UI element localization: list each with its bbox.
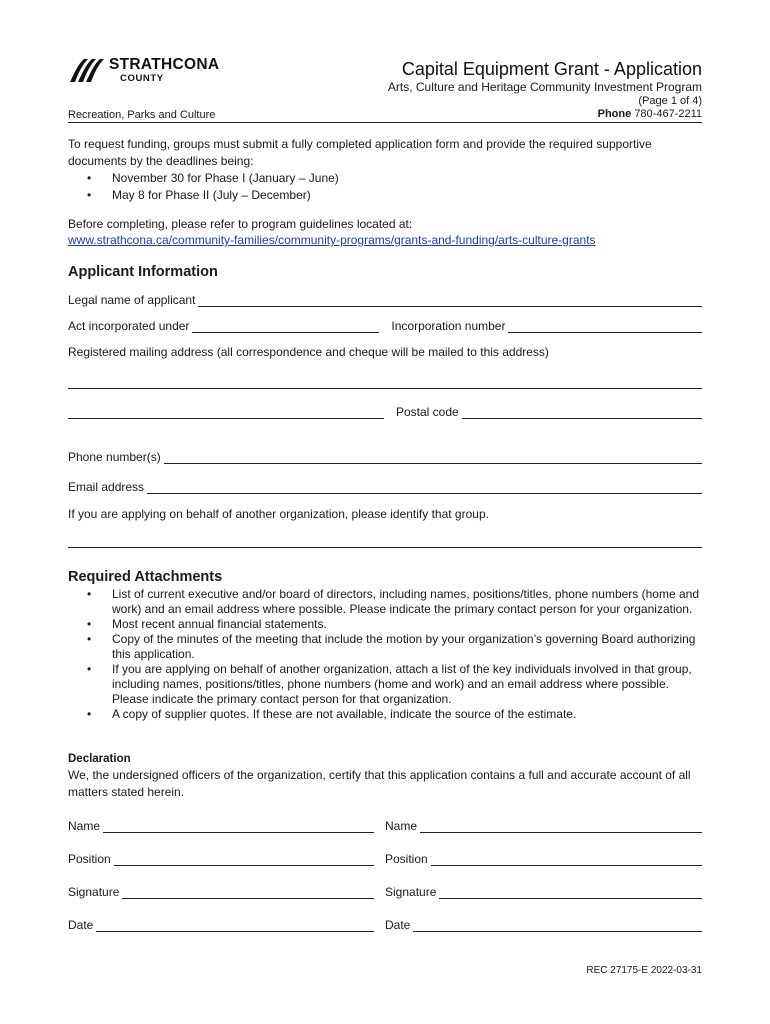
signature-label: Signature	[68, 885, 120, 899]
signature-field-left[interactable]	[122, 886, 374, 899]
date-field-right[interactable]	[413, 919, 702, 932]
phone-number: 780-467-2211	[634, 108, 702, 120]
inc-number-label: Incorporation number	[391, 319, 506, 333]
position-label: Position	[68, 852, 111, 866]
header-divider	[68, 122, 702, 123]
deadline-item: • November 30 for Phase I (January – June)	[68, 170, 702, 187]
behalf-field[interactable]	[68, 547, 702, 548]
attachments-list	[68, 587, 702, 722]
attachment-item: • A copy of supplier quotes. If these are not available, indicate the source of the estimate.	[68, 707, 702, 722]
name-row-left	[68, 815, 374, 833]
date-label: Date	[385, 918, 411, 932]
date-row-left	[68, 914, 374, 932]
deadline-item: • May 8 for Phase II (July – December)	[68, 187, 702, 204]
declaration-text: We, the undersigned officers of the organization, certify that this application contains a full and accurate account of all matters stated herein.	[68, 768, 691, 799]
declaration-heading: Declaration	[68, 753, 131, 765]
email-field[interactable]	[147, 481, 702, 494]
act-label: Act incorporated under	[68, 319, 190, 333]
name-row-right	[385, 815, 702, 833]
position-row-left	[68, 848, 374, 866]
position-field-right[interactable]	[431, 853, 702, 866]
name-field-left[interactable]	[103, 820, 374, 833]
signature-row-right	[385, 881, 702, 899]
address-field-line-2[interactable]	[68, 406, 384, 419]
attachment-item: • List of current executive and/or board of directors, including names, positions/titles, phone numbers (home and work) and an email address where possible. Please indicate the primary contact person for your organization.	[68, 587, 702, 617]
guidelines-text: Before completing, please refer to program guidelines located at:	[68, 217, 413, 231]
position-label: Position	[385, 852, 428, 866]
address-label: Registered mailing address (all correspondence and cheque will be mailed to this address)	[68, 345, 549, 359]
name-field-right[interactable]	[420, 820, 702, 833]
strathcona-logo	[68, 54, 219, 86]
document-title: Capital Equipment Grant - Application	[401, 59, 702, 79]
inc-number-field[interactable]	[508, 320, 702, 333]
name-label: Name	[385, 819, 418, 833]
logo-name: STRATHCONA	[109, 56, 220, 73]
position-row-right	[385, 848, 702, 866]
attachment-item: • Copy of the minutes of the meeting that include the motion by your organization’s governing Board authorizing this application.	[68, 632, 702, 662]
legal-name-field[interactable]	[198, 294, 702, 307]
address-field-line-1[interactable]	[68, 388, 702, 389]
behalf-label: If you are applying on behalf of another organization, please identify that group.	[68, 507, 489, 521]
strathcona-swoosh-icon	[68, 56, 106, 84]
intro-text: To request funding, groups must submit a fully completed application form and provide the required supportive documents by the deadlines being:	[68, 137, 652, 168]
header-info	[388, 58, 702, 121]
signature-row-left	[68, 881, 374, 899]
department-name: Recreation, Parks and Culture	[68, 109, 216, 121]
deadline-list	[68, 170, 702, 204]
date-field-left[interactable]	[96, 919, 374, 932]
signature-label: Signature	[385, 885, 437, 899]
email-row	[68, 476, 702, 494]
guidelines-link[interactable]: www.strathcona.ca/community-families/community-programs/grants-and-funding/arts-culture-grants	[68, 233, 596, 247]
applicant-info-heading: Applicant Information	[68, 264, 218, 280]
logo-sub: COUNTY	[120, 72, 164, 84]
act-field[interactable]	[192, 320, 379, 333]
date-label: Date	[68, 918, 94, 932]
phone-numbers-field[interactable]	[164, 451, 702, 464]
phone-numbers-label: Phone number(s)	[68, 450, 161, 464]
legal-name-label: Legal name of applicant	[68, 293, 196, 307]
phone-label: Phone	[597, 108, 632, 120]
position-field-left[interactable]	[114, 853, 374, 866]
phone-row	[68, 446, 702, 464]
page-indicator: (Page 1 of 4)	[638, 95, 702, 107]
program-name: Arts, Culture and Heritage Community Investment Program	[387, 80, 702, 94]
name-label: Name	[68, 819, 101, 833]
email-label: Email address	[68, 480, 145, 494]
date-row-right	[385, 914, 702, 932]
attachment-item: • If you are applying on behalf of another organization, attach a list of the key individuals involved in that group, including names, positions/titles, phone numbers (home and work) and an email address where possible. Please indicate the primary contact person for that organization.	[68, 662, 702, 707]
legal-name-row	[68, 289, 702, 307]
postal-code-label: Postal code	[396, 405, 459, 419]
incorporation-row	[68, 315, 702, 333]
attachments-heading: Required Attachments	[68, 569, 223, 585]
phone-info	[388, 108, 702, 121]
signature-field-right[interactable]	[439, 886, 702, 899]
form-code: REC 27175-E 2022-03-31	[586, 965, 702, 976]
postal-row	[68, 401, 702, 419]
postal-code-field[interactable]	[462, 406, 702, 419]
application-page	[68, 0, 702, 1024]
attachment-item: • Most recent annual financial statements.	[68, 617, 702, 632]
